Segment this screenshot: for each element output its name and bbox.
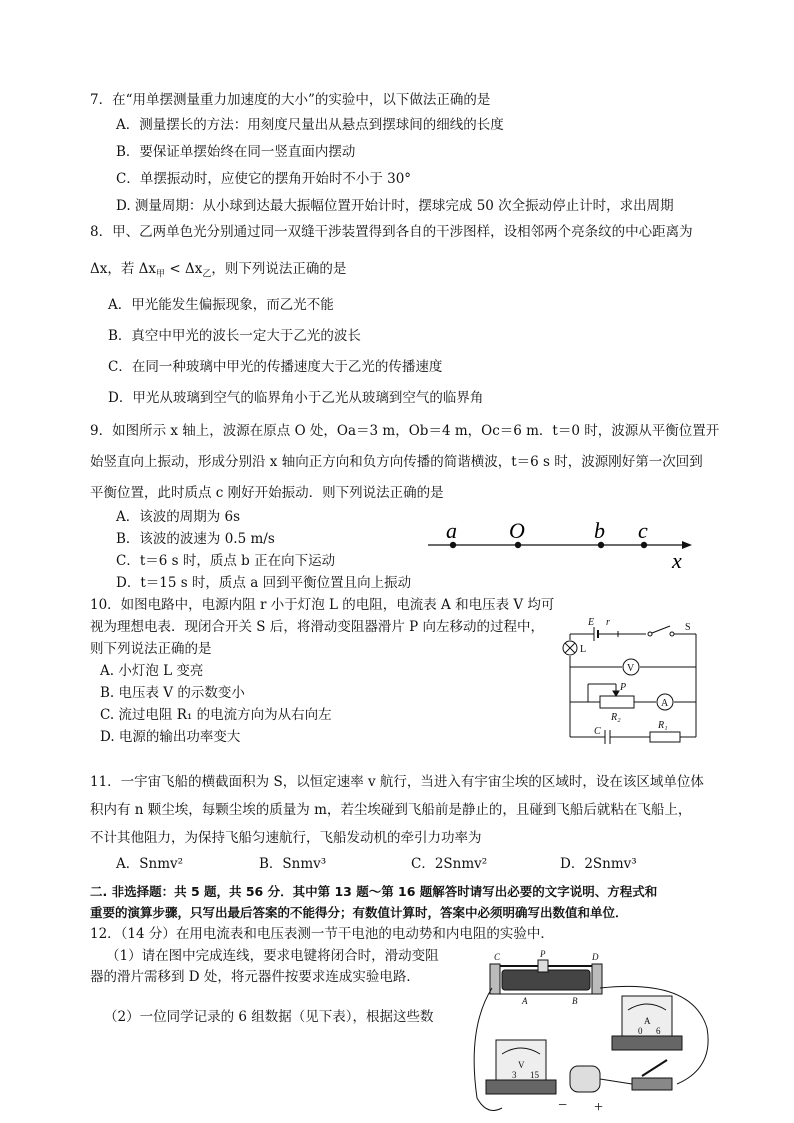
q11-option-d: D．2Snmv³ <box>560 856 637 872</box>
q12-part1-line1: （1）请在图中完成连线，要求电键将闭合时，滑动变阻 <box>106 948 439 964</box>
q10-label-l: L <box>580 644 587 655</box>
q12-label-d: D <box>592 952 599 962</box>
q10-option-d: D. 电源的输出功率变大 <box>100 729 241 745</box>
q11-line3: 不计其他阻力，为保持飞船匀速航行，飞船发动机的牵引力功率为 <box>90 830 482 846</box>
q9-line3: 平衡位置，此时质点 c 刚好开始振动．则下列说法正确的是 <box>90 485 444 501</box>
q8-option-d: D．甲光从玻璃到空气的临界角小于乙光从玻璃到空气的临界角 <box>108 390 484 406</box>
q10-label-p: P <box>620 682 627 693</box>
q12-ammeter-label: A <box>644 1016 651 1026</box>
q12-battery-plus: + <box>594 1099 604 1116</box>
q9-option-d: D．t＝15 s 时，质点 a 回到平衡位置且向上振动 <box>116 575 412 591</box>
q7-option-b: B．要保证单摆始终在同一竖直面内摆动 <box>116 144 356 160</box>
q11-option-c: C．2Snmv² <box>411 856 488 872</box>
q10-label-a: A <box>661 698 669 709</box>
q7-stem: 7．在“用单摆测量重力加速度的大小”的实验中，以下做法正确的是 <box>90 92 491 108</box>
q12-battery-minus: − <box>558 1097 568 1114</box>
q12-voltmeter-terminal-3: 3 <box>512 1070 517 1080</box>
q12-part1-line2: 器的滑片需移到 D 处，将元器件按要求连成实验电路． <box>90 969 420 985</box>
q9-option-c: C．t＝6 s 时，质点 b 正在向下运动 <box>116 553 336 569</box>
q12-label-rheostat-b: B <box>572 996 578 1006</box>
q10-option-a: A. 小灯泡 L 变亮 <box>100 663 204 679</box>
q7-option-d: D. 测量周期：从小球到达最大振幅位置开始计时，摆球完成 50 次全振动停止计时，求出周期 <box>116 198 674 214</box>
q8-option-a: A．甲光能发生偏振现象，而乙光不能 <box>108 297 334 313</box>
q12-stem: 12．（14 分）在用电流表和电压表测一节干电池的电动势和内电阻的实验中． <box>90 926 554 942</box>
q10-label-r1: R₁ <box>658 720 668 731</box>
q11-option-b: B．Snmv³ <box>259 856 327 872</box>
q8-sub-jia: 甲 <box>156 269 166 280</box>
q12-voltmeter-terminal-15: 15 <box>530 1070 539 1080</box>
q10-line3: 则下列说法正确的是 <box>90 641 212 657</box>
q8-stem-part-b: < Δx <box>165 261 203 277</box>
q12-part2: （2）一位同学记录的 6 组数据（见下表），根据这些数 <box>104 1009 434 1025</box>
q8-stem-part-a: Δx，若 Δx <box>90 261 157 277</box>
q10-line1: 10．如图电路中，电源内阻 r 小于灯泡 L 的电阻，电流表 A 和电压表 V 均可 <box>90 597 555 613</box>
q7-option-c: C．单摆振动时，应使它的摆角开始时不小于 30° <box>116 171 412 187</box>
q12-ammeter-terminal-6: 6 <box>656 1026 661 1036</box>
q11-line2: 积内有 n 颗尘埃，每颗尘埃的质量为 m，若尘埃碰到飞船前是静止的，且碰到飞船后就粘在飞船上， <box>90 802 692 818</box>
q7-option-a: A．测量摆长的方法：用刻度尺量出从悬点到摆球间的细线的长度 <box>116 117 504 133</box>
q9-axis-label-x: x <box>672 548 682 572</box>
q10-circuit-diagram <box>558 612 708 747</box>
q9-option-a: A．该波的周期为 6s <box>116 509 241 525</box>
q10-option-b: B. 电压表 V 的示数变小 <box>100 685 245 701</box>
q10-option-c: C. 流过电阻 R₁ 的电流方向为从右向左 <box>100 707 332 723</box>
q12-apparatus-figure <box>462 948 717 1118</box>
q8-sub-yi: 乙 <box>202 269 212 280</box>
q10-label-r: r <box>606 617 610 628</box>
q9-line1: 9．如图所示 x 轴上，波源在原点 O 处，Oa＝3 m，Ob＝4 m，Oc＝6 m．t＝0 时，波源从平衡位置开 <box>90 423 720 439</box>
q8-stem-line1: 8．甲、乙两单色光分别通过同一双缝干涉装置得到各自的干涉图样，设相邻两个亮条纹的中心距离为 <box>90 224 693 240</box>
q12-label-p: P <box>540 949 546 959</box>
q11-option-a: A．Snmv² <box>116 856 184 872</box>
q10-label-v: V <box>627 663 635 674</box>
q10-label-c: C <box>594 726 601 737</box>
q9-label-o: O <box>509 518 525 543</box>
q10-label-e: E <box>588 617 595 628</box>
q9-option-b: B．该波的波速为 0.5 m/s <box>116 531 275 547</box>
q8-option-b: B．真空中甲光的波长一定大于乙光的波长 <box>108 328 361 344</box>
q12-label-c: C <box>494 952 501 962</box>
q9-label-a: a <box>446 518 457 543</box>
section2-heading-line1: 二. 非选择题：共 5 题，共 56 分．其中第 13 题～第 16 题解答时请写出必要的文字说明、方程式和 <box>90 884 658 899</box>
q12-label-rheostat-a: A <box>522 996 528 1006</box>
q12-ammeter-terminal-0: 0 <box>638 1026 643 1036</box>
q11-line1: 11．一宇宙飞船的横截面积为 S，以恒定速率 v 航行，当进入有宇宙尘埃的区域时，设在该区域单位体 <box>90 774 704 790</box>
q8-stem-part-c: ，则下列说法正确的是 <box>211 261 347 277</box>
q9-label-c: c <box>638 518 648 543</box>
q9-label-b: b <box>594 518 605 543</box>
q10-label-s: S <box>685 622 691 633</box>
q10-label-r2: R₂ <box>611 712 621 723</box>
q9-line2: 始竖直向上振动，形成分别沿 x 轴向正方向和负方向传播的简谐横波，t＝6 s 时，波源刚好第一次回到 <box>90 454 703 470</box>
q10-line2: 视为理想电表．现闭合开关 S 后，将滑动变阻器滑片 P 向左移动的过程中， <box>90 619 544 635</box>
q8-option-c: C．在同一种玻璃中甲光的传播速度大于乙光的传播速度 <box>108 359 443 375</box>
q12-voltmeter-label: V <box>518 1060 525 1070</box>
q9-wave-axis-figure <box>420 512 700 572</box>
section2-heading-line2: 重要的演算步骤，只写出最后答案的不能得分；有数值计算时，答案中必须明确写出数值和单位． <box>90 905 628 920</box>
q8-stem-line2 <box>90 260 346 284</box>
